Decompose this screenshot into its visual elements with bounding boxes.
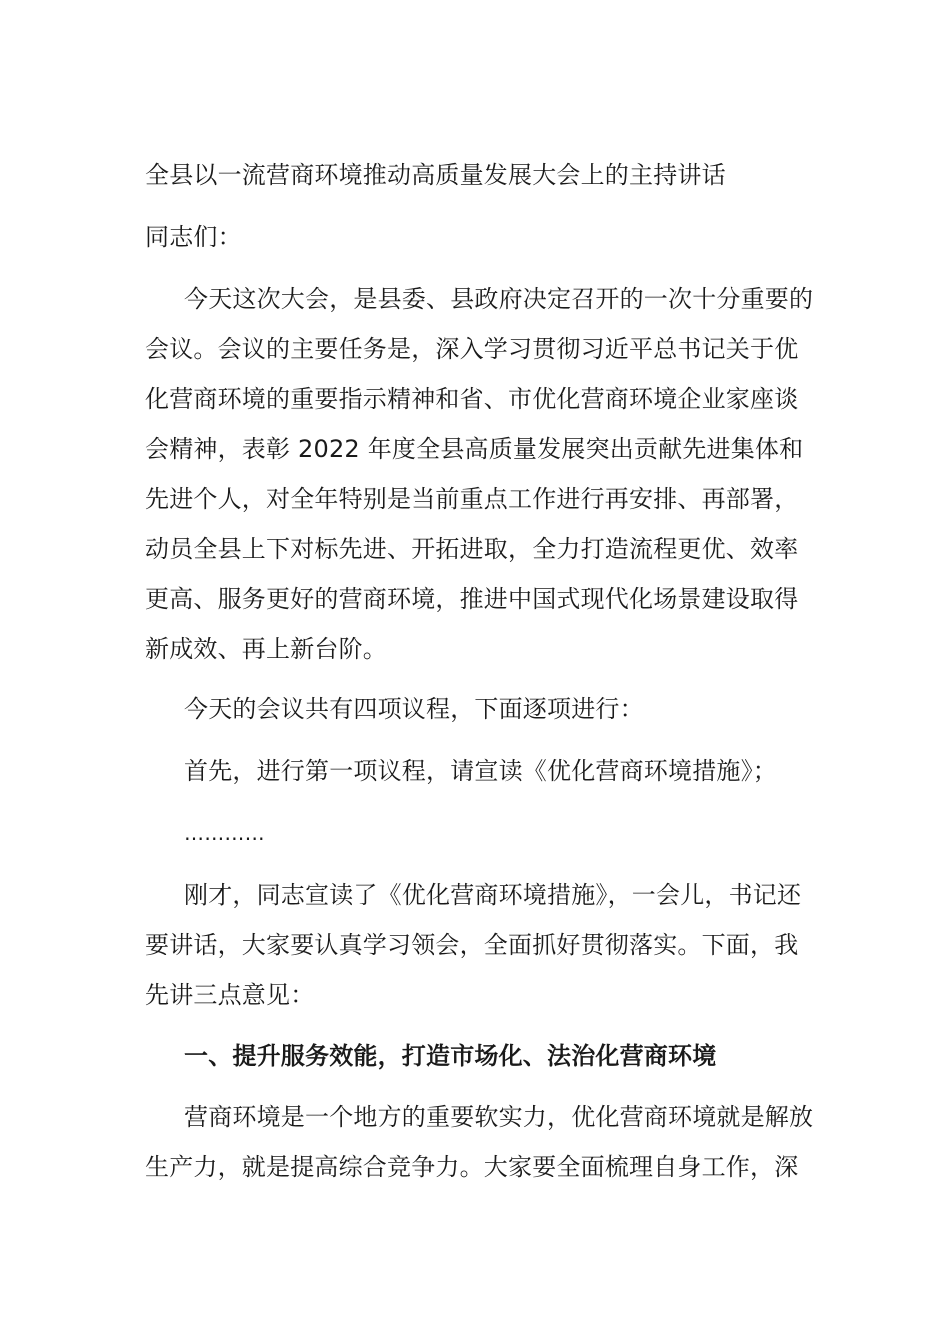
salutation: 同志们： <box>145 223 242 251</box>
paragraph-1-line-8: 新成效、再上新台阶。 <box>145 635 387 663</box>
paragraph-4-line-1: 刚才，同志宣读了《优化营商环境措施》，一会儿，书记还 <box>184 881 802 909</box>
paragraph-1-line-2: 会议。会议的主要任务是，深入学习贯彻习近平总书记关于优 <box>145 335 799 363</box>
section-heading-1: 一、提升服务效能，打造市场化、法治化营商环境 <box>184 1042 717 1070</box>
paragraph-1-line-4: 会精神，表彰 2022 年度全县高质量发展突出贡献先进集体和 <box>145 435 804 463</box>
paragraph-1-line-1: 今天这次大会，是县委、县政府决定召开的一次十分重要的 <box>184 285 814 313</box>
paragraph-agenda: 今天的会议共有四项议程，下面逐项进行： <box>184 695 644 723</box>
paragraph-1-line-3: 化营商环境的重要指示精神和省、市优化营商环境企业家座谈 <box>145 385 799 413</box>
document-title: 全县以一流营商环境推动高质量发展大会上的主持讲话 <box>145 161 726 189</box>
paragraph-1-line-5: 先进个人，对全年特别是当前重点工作进行再安排、再部署， <box>145 485 799 513</box>
ellipsis: ………… <box>184 821 265 845</box>
paragraph-4-line-2: 要讲话，大家要认真学习领会，全面抓好贯彻落实。下面，我 <box>145 931 799 959</box>
paragraph-5-line-1: 营商环境是一个地方的重要软实力，优化营商环境就是解放 <box>184 1103 814 1131</box>
paragraph-1-line-6: 动员全县上下对标先进、开拓进取，全力打造流程更优、效率 <box>145 535 799 563</box>
paragraph-5-line-2: 生产力，就是提高综合竞争力。大家要全面梳理自身工作，深 <box>145 1153 799 1181</box>
paragraph-first-item: 首先，进行第一项议程，请宣读《优化营商环境措施》； <box>184 757 777 785</box>
paragraph-1-line-7: 更高、服务更好的营商环境，推进中国式现代化场景建设取得 <box>145 585 799 613</box>
paragraph-4-line-3: 先讲三点意见： <box>145 981 315 1009</box>
